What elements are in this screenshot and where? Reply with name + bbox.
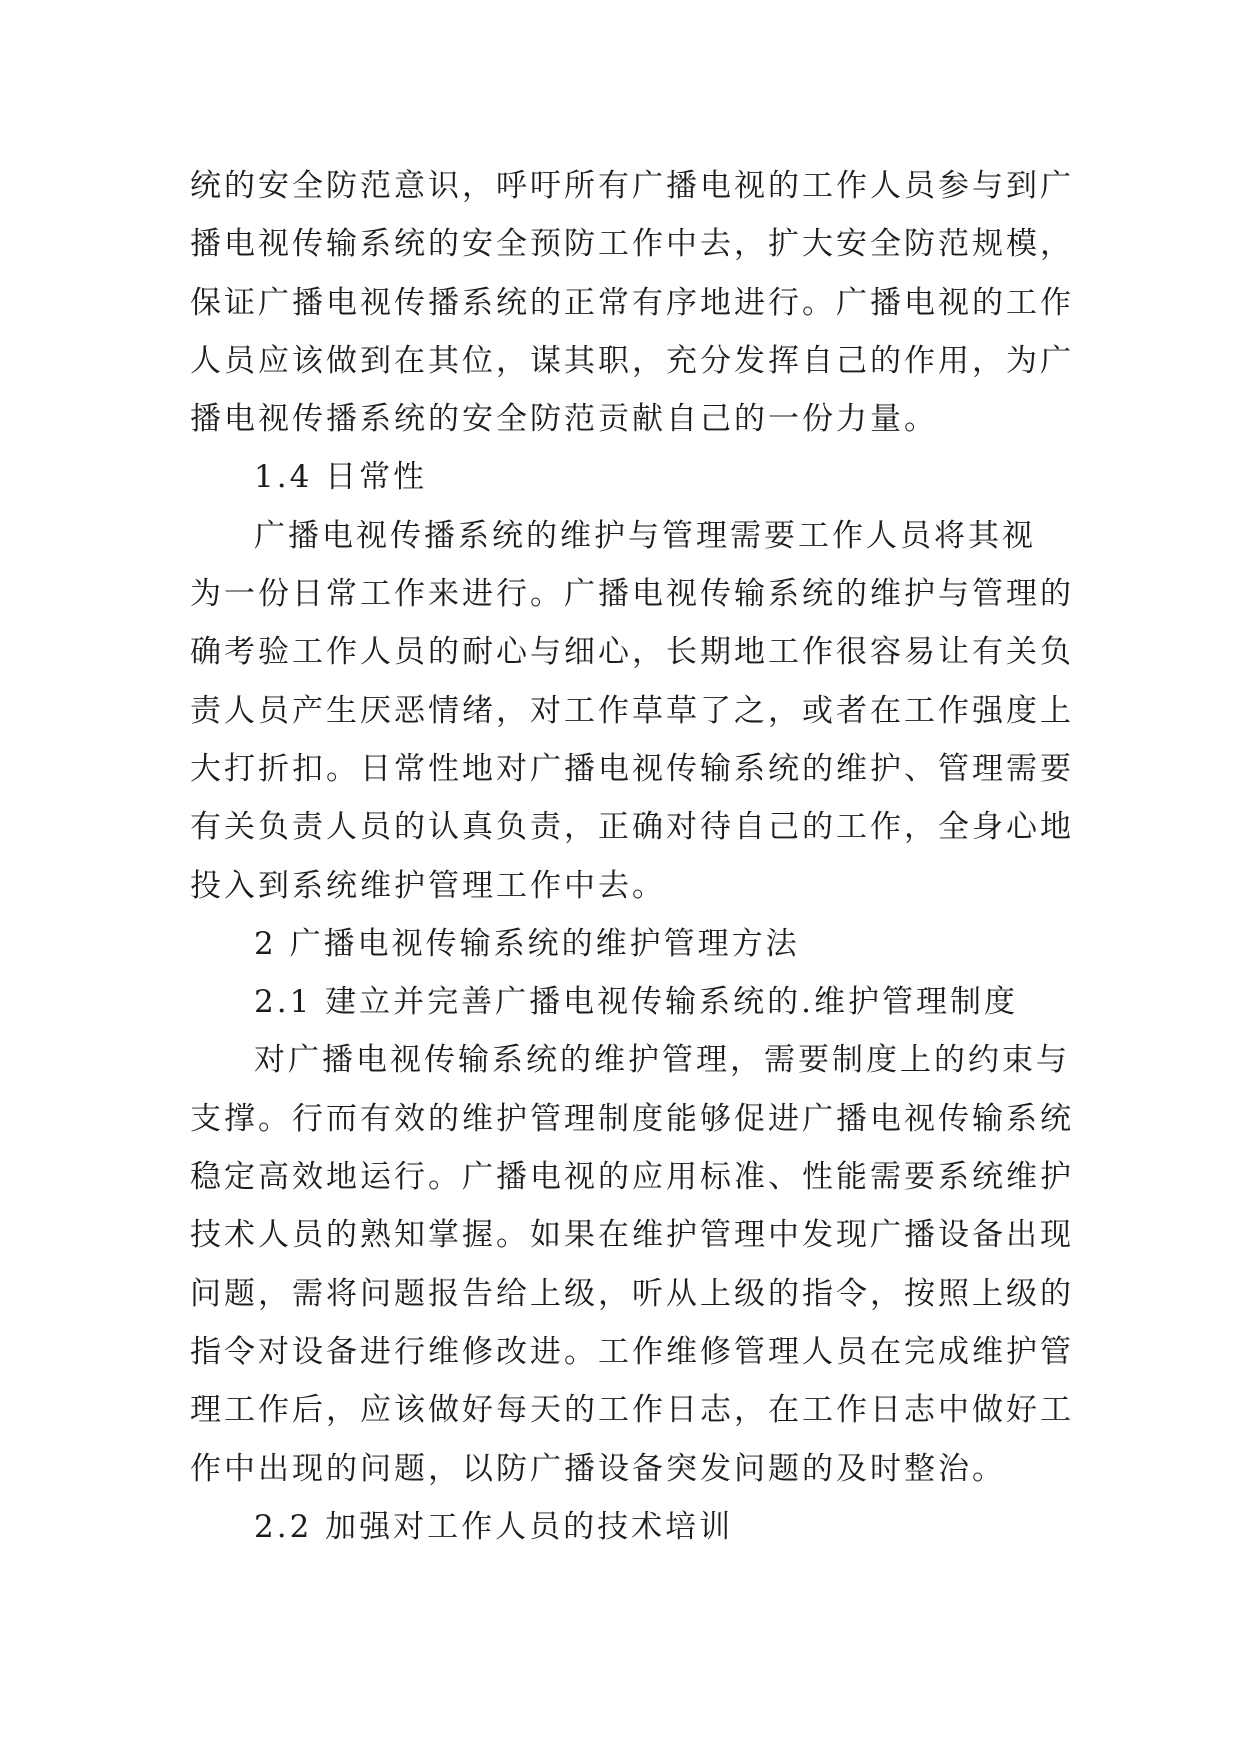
text-line: 作中出现的问题，以防广播设备突发问题的及时整治。 [190,1450,1006,1487]
text-line: 稳定高效地运行。广播电视的应用标准、性能需要系统维护 [190,1159,1074,1196]
text-line: 技术人员的熟知掌握。如果在维护管理中发现广播设备出现 [190,1217,1074,1254]
text-line: 大打折扣。日常性地对广播电视传输系统的维护、管理需要 [190,750,1074,787]
text-line: 人员应该做到在其位，谋其职，充分发挥自己的作用，为广 [190,342,1074,379]
paragraph-start-line: 2.1 建立并完善广播电视传输系统的.维护管理制度 [254,984,1019,1021]
paragraph-start-line: 广播电视传播系统的维护与管理需要工作人员将其视 [254,517,1036,554]
text-line: 问题，需将问题报告给上级，听从上级的指令，按照上级的 [190,1275,1074,1312]
text-line: 有关负责人员的认真负责，正确对待自己的工作，全身心地 [190,809,1074,846]
text-line: 责人员产生厌恶情绪，对工作草草了之，或者在工作强度上 [190,692,1074,729]
text-line: 指令对设备进行维修改进。工作维修管理人员在完成维护管 [190,1333,1074,1370]
paragraph-start-line: 对广播电视传输系统的维护管理，需要制度上的约束与 [254,1042,1070,1079]
paragraph-start-line: 2 广播电视传输系统的维护管理方法 [254,925,800,962]
paragraph-start-line: 1.4 日常性 [254,459,428,496]
text-line: 播电视传输系统的安全预防工作中去，扩大安全防范规模， [190,226,1074,263]
text-line: 播电视传播系统的安全防范贡献自己的一份力量。 [190,401,938,438]
text-line: 确考验工作人员的耐心与细心，长期地工作很容易让有关负 [190,634,1074,671]
text-line: 支撑。行而有效的维护管理制度能够促进广播电视传输系统 [190,1100,1074,1137]
text-line: 理工作后，应该做好每天的工作日志，在工作日志中做好工 [190,1392,1074,1429]
text-line: 为一份日常工作来进行。广播电视传输系统的维护与管理的 [190,576,1074,613]
text-line: 统的安全防范意识，呼吁所有广播电视的工作人员参与到广 [190,168,1074,204]
document-body [190,157,1074,1556]
paragraph-start-line: 2.2 加强对工作人员的技术培训 [254,1508,734,1545]
text-line: 保证广播电视传播系统的正常有序地进行。广播电视的工作 [190,284,1074,321]
text-line: 投入到系统维护管理工作中去。 [190,867,666,904]
